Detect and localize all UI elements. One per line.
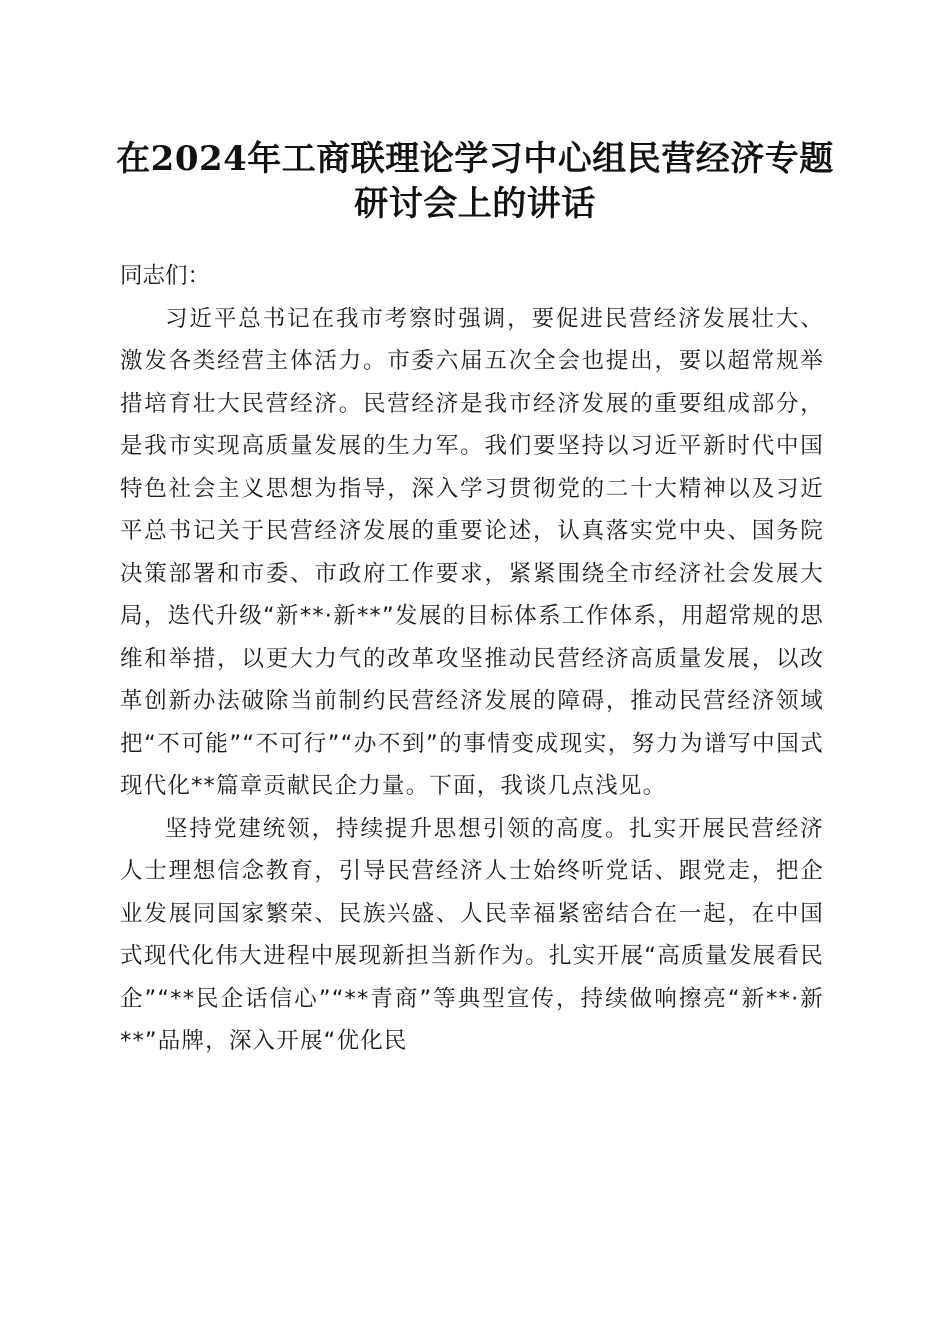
salutation: 同志们：	[120, 263, 211, 289]
paragraph-1: 习近平总书记在我市考察时强调，要促进民营经济发展壮大、激发各类经营主体活力。市委六届五次全会也提出，要以超常规举措培育壮大民营经济。民营经济是我市经济发展的重要组成部分，是我市实现高质量发展的生力军。我们要坚持以习近平新时代中国特色社会主义思想为指导，深入学习贯彻党的二十大精神以及习近平总书记关于民营经济发展的重要论述，认真落实党中央、国务院决策部署和市委、市政府工作要求，紧紧围绕全市经济社会发展大局，迭代升级“新**·新**”发展的目标体系工作体系，用超常规的思维和举措，以更大力气的改革攻坚推动民营经济高质量发展，以改革创新办法破除当前制约民营经济发展的障碍，推动民营经济领域把“不可能”“不可行”“办不到”的事情变成现实，努力为谱写中国式现代化**篇章贡献民企力量。下面，我谈几点浅见。	[120, 305, 824, 799]
document-body	[120, 255, 824, 1063]
document-title: 在2024年工商联理论学习中心组民营经济专题研讨会上的讲话	[116, 139, 834, 224]
paragraph-2: 坚持党建统领，持续提升思想引领的高度。扎实开展民营经济人士理想信念教育，引导民营经济人士始终听党话、跟党走，把企业发展同国家繁荣、民族兴盛、人民幸福紧密结合在一起，在中国式现代化伟大进程中展现新担当新作为。扎实开展“高质量发展看民企”“**民企话信心”“**青商”等典型宣传，持续做响擦亮“新**·新**”品牌，深入开展“优化民	[120, 815, 824, 1054]
